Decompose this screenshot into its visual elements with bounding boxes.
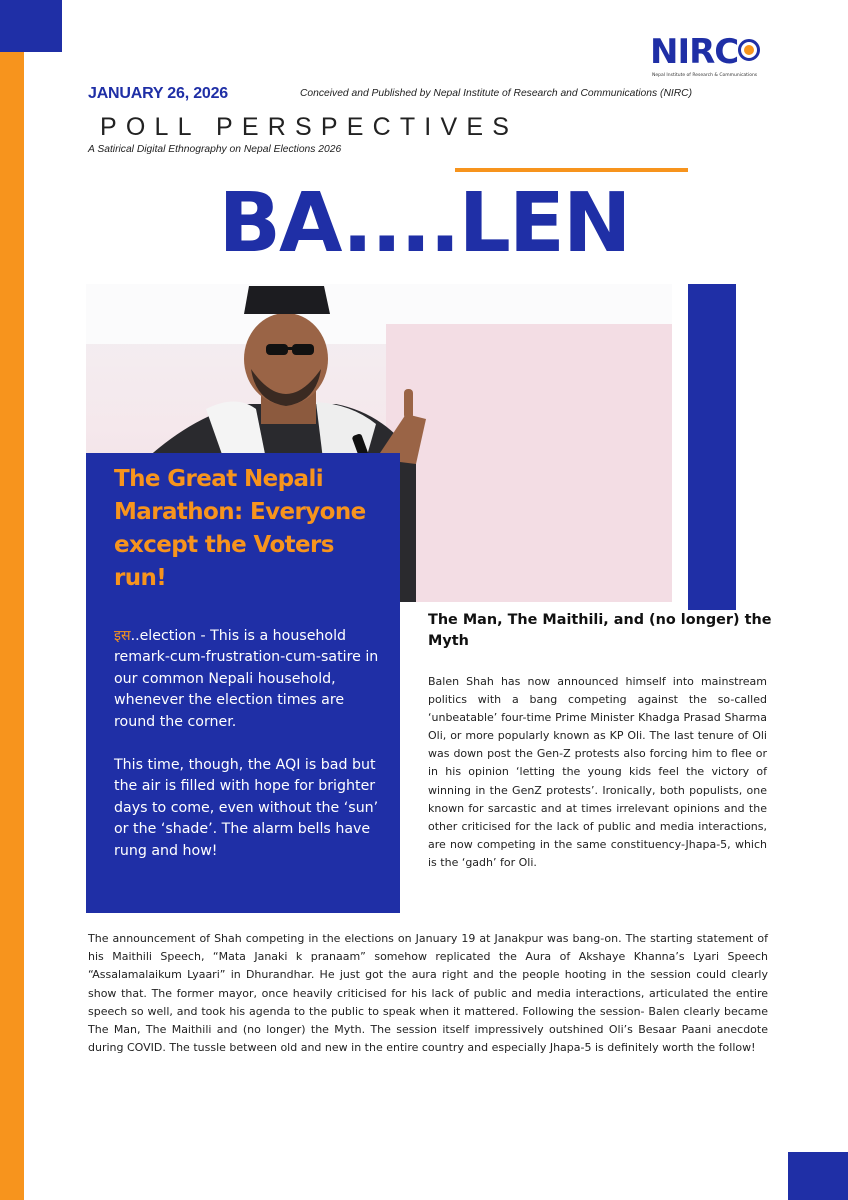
- sidebar-paragraph-2: This time, though, the AQI is bad but the air is filled with hope for brighter days to come, even without the ‘sun’ or the ‘shade’. The alarm bells have rung and how!: [114, 757, 379, 859]
- corner-block-bottom-right: [788, 1152, 848, 1200]
- sidebar-box: [86, 453, 400, 913]
- nirc-logo: [650, 32, 768, 80]
- sidebar-paragraph-1-text: ..election - This is a household remark-cum-frustration-cum-satire in our common Nepali household, whenever the election times are round the corner.: [114, 628, 379, 730]
- logo-text: NIRC: [650, 32, 739, 72]
- right-accent-bar: [688, 284, 736, 610]
- issue-date: JANUARY 26, 2026: [88, 85, 228, 102]
- article-heading: The Man, The Maithili, and (no longer) the Myth: [428, 612, 772, 649]
- article-body: Balen Shah has now announced himself into mainstream politics with a bang competing against the so-called ‘unbeatable’ four-time Prime Minister Khadga Prasad Sharma Oli, or more popularly known as KP Oli. The last tenure of Oli was down post the Gen-Z protests also forcing him to flee or in his opinion ‘letting the young kids feel the victory of winning in the GenZ protests’. Ironically, both populists, one known for sarcastic and at times irrelevant opinions and the other criticised for the lack of public and media interactions, are now competing in the same constituency-Jhapa-5, which is the ‘gadh’ for Oli.: [428, 675, 767, 869]
- corner-block-top-left: [0, 0, 62, 52]
- main-headline: BA....LEN: [218, 176, 630, 271]
- publisher-line: Conceived and Published by Nepal Institute of Research and Communications (NIRC): [300, 88, 693, 99]
- orange-divider: [455, 168, 688, 172]
- section-title: POLL PERSPECTIVES: [100, 113, 519, 141]
- sidebar-highlight-word: इस: [114, 628, 131, 644]
- logo-circle-icon: [738, 39, 760, 61]
- sidebar-paragraph-1: [114, 626, 389, 733]
- section-subtitle: A Satirical Digital Ethnography on Nepal Elections 2026: [88, 144, 342, 155]
- sidebar-title: The Great Nepali Marathon: Everyone except the Voters run!: [114, 466, 366, 591]
- article-bottom-paragraph: The announcement of Shah competing in the elections on January 19 at Janakpur was bang-on. The starting statement of his Maithili Speech, “Mata Janaki k pranaam” somehow replicated the Aura of Akshaye Khanna’s Lyari Speech “Assalamalaikum Lyaari” in Dhurandhar. He just got the aura right and the people hooting in the session could clearly show that. The former mayor, once heavily criticised for his lack of public and media interactions, articulated the entire speech so well, and took his agenda to the public to speak when it mattered. Following the session- Balen clearly became The Man, The Maithili and (no longer) the Myth. The session itself impressively outshined Oli’s Besaar Paani anecdote during COVID. The tussle between old and new in the entire country and especially Jhapa-5 is definitely worth the follow!: [88, 932, 768, 1055]
- logo-subtitle: Nepal Institute of Research & Communications: [652, 73, 758, 78]
